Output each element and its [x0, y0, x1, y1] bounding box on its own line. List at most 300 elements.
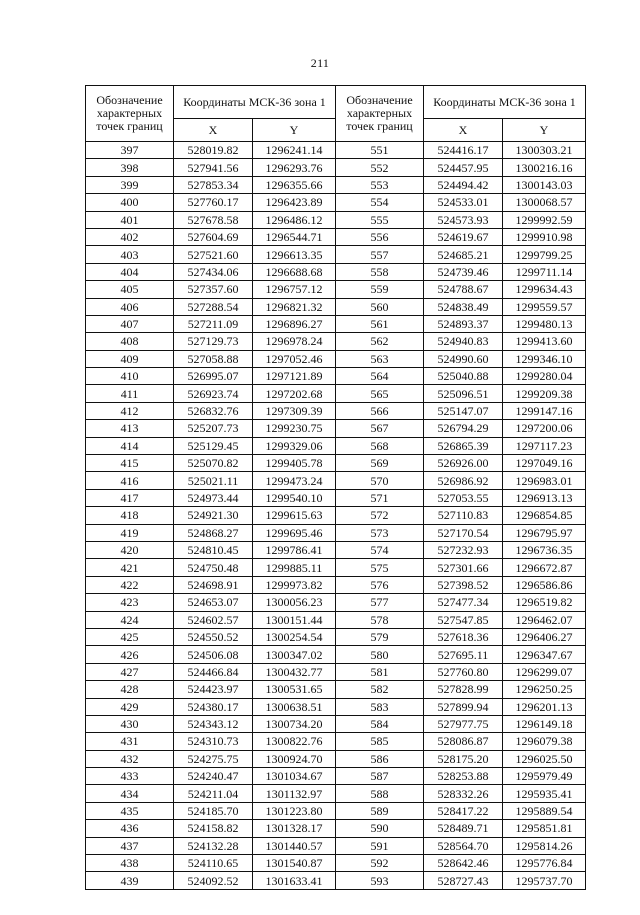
table-row: [86, 715, 586, 732]
x-coordinate-right: 528086.87: [424, 733, 503, 750]
table-row: [86, 142, 586, 159]
point-number-left: 429: [86, 698, 174, 715]
point-number-right: 560: [336, 298, 424, 315]
x-coordinate-right: 524893.37: [424, 315, 503, 332]
point-number-right: 571: [336, 489, 424, 506]
y-coordinate-right: 1300143.03: [503, 176, 586, 193]
point-number-right: 577: [336, 594, 424, 611]
x-coordinate-left: 525207.73: [174, 420, 253, 437]
x-coordinate-left: 528019.82: [174, 142, 253, 159]
table-row: [86, 350, 586, 367]
x-coordinate-left: 527760.17: [174, 194, 253, 211]
point-number-right: 562: [336, 333, 424, 350]
y-coordinate-left: 1297309.39: [253, 402, 336, 419]
y-coordinate-left: 1301132.97: [253, 785, 336, 802]
y-coordinate-right: 1296201.13: [503, 698, 586, 715]
y-coordinate-right: 1299209.38: [503, 385, 586, 402]
point-number-right: 589: [336, 802, 424, 819]
table-row: [86, 663, 586, 680]
table-row: [86, 524, 586, 541]
x-coordinate-right: 527547.85: [424, 611, 503, 628]
point-designation-header-left: Обозначение характерных точек границ: [86, 86, 174, 142]
y-coordinate-right: 1299634.43: [503, 281, 586, 298]
point-number-right: 555: [336, 211, 424, 228]
y-coordinate-left: 1299695.46: [253, 524, 336, 541]
table-row: [86, 646, 586, 663]
point-number-left: 422: [86, 576, 174, 593]
y-coordinate-left: 1299230.75: [253, 420, 336, 437]
x-coordinate-right: 524533.01: [424, 194, 503, 211]
x-coordinate-left: 524698.91: [174, 576, 253, 593]
x-coordinate-right: 528253.88: [424, 768, 503, 785]
y-coordinate-right: 1296462.07: [503, 611, 586, 628]
y-coordinate-left: 1301034.67: [253, 768, 336, 785]
x-coordinate-left: 524810.45: [174, 541, 253, 558]
y-coordinate-left: 1300734.20: [253, 715, 336, 732]
point-number-right: 573: [336, 524, 424, 541]
table-row: [86, 489, 586, 506]
x-coordinate-left: 524506.08: [174, 646, 253, 663]
x-coordinate-right: 526926.00: [424, 455, 503, 472]
point-number-right: 561: [336, 315, 424, 332]
point-number-left: 428: [86, 681, 174, 698]
table-row: [86, 455, 586, 472]
x-coordinate-right: 526794.29: [424, 420, 503, 437]
y-coordinate-right: 1300303.21: [503, 142, 586, 159]
point-number-right: 559: [336, 281, 424, 298]
x-coordinate-left: 526832.76: [174, 402, 253, 419]
x-coordinate-right: 524838.49: [424, 298, 503, 315]
y-coordinate-right: 1296519.82: [503, 594, 586, 611]
point-number-right: 591: [336, 837, 424, 854]
y-coordinate-left: 1300056.23: [253, 594, 336, 611]
y-coordinate-right: 1296854.85: [503, 507, 586, 524]
y-coordinate-left: 1296757.12: [253, 281, 336, 298]
y-coordinate-left: 1299786.41: [253, 541, 336, 558]
y-coordinate-right: 1295737.70: [503, 872, 586, 889]
point-number-left: 404: [86, 263, 174, 280]
point-number-left: 426: [86, 646, 174, 663]
y-coordinate-right: 1296672.87: [503, 559, 586, 576]
y-coordinate-right: 1297117.23: [503, 437, 586, 454]
x-coordinate-left: 525021.11: [174, 472, 253, 489]
point-number-left: 400: [86, 194, 174, 211]
point-number-right: 570: [336, 472, 424, 489]
y-coordinate-left: 1299615.63: [253, 507, 336, 524]
point-number-right: 592: [336, 855, 424, 872]
point-number-left: 427: [86, 663, 174, 680]
point-number-left: 401: [86, 211, 174, 228]
x-coordinate-left: 527853.34: [174, 176, 253, 193]
x-coordinate-right: 528332.26: [424, 785, 503, 802]
y-coordinate-right: 1296406.27: [503, 628, 586, 645]
table-row: [86, 263, 586, 280]
x-coordinate-left: 525070.82: [174, 455, 253, 472]
table-row: [86, 315, 586, 332]
y-coordinate-right: 1296079.38: [503, 733, 586, 750]
y-coordinate-left: 1299473.24: [253, 472, 336, 489]
y-coordinate-right: 1299711.14: [503, 263, 586, 280]
x-coordinate-right: 525096.51: [424, 385, 503, 402]
y-coordinate-left: 1300822.76: [253, 733, 336, 750]
x-coordinate-right: 527899.94: [424, 698, 503, 715]
point-number-right: 551: [336, 142, 424, 159]
table-row: [86, 246, 586, 263]
y-coordinate-right: 1296149.18: [503, 715, 586, 732]
x-coordinate-left: 527357.60: [174, 281, 253, 298]
x-coordinate-right: 524990.60: [424, 350, 503, 367]
y-coordinate-right: 1299559.57: [503, 298, 586, 315]
table-row: [86, 837, 586, 854]
table-row: [86, 802, 586, 819]
point-number-right: 554: [336, 194, 424, 211]
point-number-right: 569: [336, 455, 424, 472]
coordinates-table: [85, 85, 586, 890]
y-coordinate-right: 1299413.60: [503, 333, 586, 350]
point-number-left: 409: [86, 350, 174, 367]
x-coordinate-right: 524788.67: [424, 281, 503, 298]
point-number-right: 572: [336, 507, 424, 524]
point-number-left: 424: [86, 611, 174, 628]
table-row: [86, 228, 586, 245]
table-row: [86, 750, 586, 767]
coordinates-table-body: [86, 142, 586, 890]
table-row: [86, 298, 586, 315]
y-coordinate-left: 1299540.10: [253, 489, 336, 506]
point-number-right: 588: [336, 785, 424, 802]
y-coordinate-left: 1296821.32: [253, 298, 336, 315]
y-coordinate-left: 1296423.89: [253, 194, 336, 211]
table-row: [86, 820, 586, 837]
y-coordinate-right: 1299799.25: [503, 246, 586, 263]
x-coordinate-right: 527760.80: [424, 663, 503, 680]
table-row: [86, 402, 586, 419]
y-coordinate-right: 1299280.04: [503, 368, 586, 385]
y-coordinate-right: 1296250.25: [503, 681, 586, 698]
x-coordinate-left: 527941.56: [174, 159, 253, 176]
x-coordinate-right: 524739.46: [424, 263, 503, 280]
x-coordinate-right: 528642.46: [424, 855, 503, 872]
table-row: [86, 194, 586, 211]
y-coordinate-left: 1300151.44: [253, 611, 336, 628]
x-coordinate-right: 525147.07: [424, 402, 503, 419]
point-number-left: 411: [86, 385, 174, 402]
point-number-left: 434: [86, 785, 174, 802]
coordinates-header-left: Координаты МСК-36 зона 1: [174, 86, 336, 119]
x-coordinate-right: 526986.92: [424, 472, 503, 489]
x-coordinate-right: 524940.83: [424, 333, 503, 350]
y-coordinate-left: 1301633.41: [253, 872, 336, 889]
point-number-left: 417: [86, 489, 174, 506]
y-coordinate-right: 1295814.26: [503, 837, 586, 854]
point-number-right: 566: [336, 402, 424, 419]
point-number-right: 558: [336, 263, 424, 280]
x-coordinate-right: 528489.71: [424, 820, 503, 837]
y-coordinate-left: 1299885.11: [253, 559, 336, 576]
x-coordinate-left: 527211.09: [174, 315, 253, 332]
point-number-left: 407: [86, 315, 174, 332]
point-number-left: 420: [86, 541, 174, 558]
x-coordinate-left: 526923.74: [174, 385, 253, 402]
y-coordinate-left: 1296486.12: [253, 211, 336, 228]
y-coordinate-right: 1295889.54: [503, 802, 586, 819]
x-coordinate-left: 527521.60: [174, 246, 253, 263]
y-coordinate-left: 1296688.68: [253, 263, 336, 280]
point-number-right: 556: [336, 228, 424, 245]
x-coordinate-left: 524275.75: [174, 750, 253, 767]
y-column-header-right: Y: [503, 119, 586, 142]
x-coordinate-left: 524158.82: [174, 820, 253, 837]
x-coordinate-right: 527977.75: [424, 715, 503, 732]
table-row: [86, 559, 586, 576]
table-row: [86, 628, 586, 645]
table-row: [86, 785, 586, 802]
point-number-left: 438: [86, 855, 174, 872]
table-row: [86, 472, 586, 489]
table-row: [86, 541, 586, 558]
y-coordinate-right: 1296025.50: [503, 750, 586, 767]
table-row: [86, 176, 586, 193]
x-coordinate-left: 524343.12: [174, 715, 253, 732]
x-coordinate-right: 527170.54: [424, 524, 503, 541]
point-number-left: 397: [86, 142, 174, 159]
x-coordinate-left: 524921.30: [174, 507, 253, 524]
x-coordinate-left: 524423.97: [174, 681, 253, 698]
point-number-left: 408: [86, 333, 174, 350]
coordinates-header-right: Координаты МСК-36 зона 1: [424, 86, 586, 119]
point-number-left: 418: [86, 507, 174, 524]
point-number-right: 578: [336, 611, 424, 628]
x-coordinate-left: 524380.17: [174, 698, 253, 715]
x-coordinate-left: 527058.88: [174, 350, 253, 367]
point-number-right: 557: [336, 246, 424, 263]
y-coordinate-right: 1296736.35: [503, 541, 586, 558]
x-coordinate-left: 527288.54: [174, 298, 253, 315]
y-coordinate-right: 1300068.57: [503, 194, 586, 211]
x-coordinate-right: 524573.93: [424, 211, 503, 228]
point-number-left: 423: [86, 594, 174, 611]
y-coordinate-right: 1296586.86: [503, 576, 586, 593]
x-coordinate-right: 527398.52: [424, 576, 503, 593]
y-coordinate-right: 1299992.59: [503, 211, 586, 228]
table-row: [86, 159, 586, 176]
point-number-right: 593: [336, 872, 424, 889]
y-coordinate-left: 1297202.68: [253, 385, 336, 402]
point-number-right: 584: [336, 715, 424, 732]
x-coordinate-right: 524619.67: [424, 228, 503, 245]
table-row: [86, 768, 586, 785]
point-designation-header-right: Обозначение характерных точек границ: [336, 86, 424, 142]
point-number-right: 581: [336, 663, 424, 680]
y-coordinate-left: 1296978.24: [253, 333, 336, 350]
point-number-left: 419: [86, 524, 174, 541]
point-number-left: 399: [86, 176, 174, 193]
y-coordinate-left: 1300924.70: [253, 750, 336, 767]
y-coordinate-left: 1297052.46: [253, 350, 336, 367]
x-coordinate-right: 528727.43: [424, 872, 503, 889]
point-number-left: 436: [86, 820, 174, 837]
point-number-left: 430: [86, 715, 174, 732]
y-coordinate-right: 1295776.84: [503, 855, 586, 872]
x-coordinate-right: 527828.99: [424, 681, 503, 698]
point-number-right: 568: [336, 437, 424, 454]
point-number-left: 403: [86, 246, 174, 263]
y-coordinate-right: 1296795.97: [503, 524, 586, 541]
point-number-left: 435: [86, 802, 174, 819]
point-number-right: 565: [336, 385, 424, 402]
y-coordinate-right: 1296299.07: [503, 663, 586, 680]
x-coordinate-right: 528175.20: [424, 750, 503, 767]
y-coordinate-left: 1301328.17: [253, 820, 336, 837]
table-row: [86, 420, 586, 437]
x-coordinate-left: 524211.04: [174, 785, 253, 802]
table-row: [86, 855, 586, 872]
x-coordinate-left: 524973.44: [174, 489, 253, 506]
point-number-right: 585: [336, 733, 424, 750]
y-coordinate-right: 1296913.13: [503, 489, 586, 506]
x-coordinate-left: 524653.07: [174, 594, 253, 611]
point-number-right: 587: [336, 768, 424, 785]
y-coordinate-left: 1296355.66: [253, 176, 336, 193]
table-row: [86, 576, 586, 593]
table-row: [86, 594, 586, 611]
point-number-left: 414: [86, 437, 174, 454]
x-coordinate-left: 524132.28: [174, 837, 253, 854]
page-number: 211: [310, 56, 330, 70]
x-coordinate-left: 525129.45: [174, 437, 253, 454]
y-coordinate-right: 1295851.81: [503, 820, 586, 837]
point-number-right: 567: [336, 420, 424, 437]
x-coordinate-left: 524550.52: [174, 628, 253, 645]
point-number-left: 398: [86, 159, 174, 176]
x-coordinate-left: 527129.73: [174, 333, 253, 350]
x-coordinate-right: 527618.36: [424, 628, 503, 645]
x-coordinate-left: 524240.47: [174, 768, 253, 785]
y-coordinate-left: 1301540.87: [253, 855, 336, 872]
y-coordinate-left: 1299405.78: [253, 455, 336, 472]
point-number-left: 410: [86, 368, 174, 385]
point-number-right: 580: [336, 646, 424, 663]
y-coordinate-left: 1300347.02: [253, 646, 336, 663]
y-coordinate-left: 1296613.35: [253, 246, 336, 263]
y-coordinate-left: 1301223.80: [253, 802, 336, 819]
point-number-right: 564: [336, 368, 424, 385]
table-row: [86, 611, 586, 628]
x-coordinate-right: 527477.34: [424, 594, 503, 611]
y-coordinate-left: 1301440.57: [253, 837, 336, 854]
x-coordinate-left: 524185.70: [174, 802, 253, 819]
point-number-left: 416: [86, 472, 174, 489]
y-coordinate-right: 1296983.01: [503, 472, 586, 489]
x-coordinate-right: 526865.39: [424, 437, 503, 454]
point-number-left: 433: [86, 768, 174, 785]
y-coordinate-right: 1295935.41: [503, 785, 586, 802]
point-number-right: 586: [336, 750, 424, 767]
point-number-right: 582: [336, 681, 424, 698]
y-column-header-left: Y: [253, 119, 336, 142]
x-coordinate-left: 527604.69: [174, 228, 253, 245]
point-number-left: 406: [86, 298, 174, 315]
x-coordinate-left: 524602.57: [174, 611, 253, 628]
point-number-right: 553: [336, 176, 424, 193]
y-coordinate-left: 1300531.65: [253, 681, 336, 698]
table-row: [86, 681, 586, 698]
y-coordinate-left: 1299329.06: [253, 437, 336, 454]
y-coordinate-right: 1297200.06: [503, 420, 586, 437]
x-coordinate-left: 526995.07: [174, 368, 253, 385]
y-coordinate-left: 1297121.89: [253, 368, 336, 385]
table-row: [86, 333, 586, 350]
point-number-left: 402: [86, 228, 174, 245]
point-number-right: 590: [336, 820, 424, 837]
x-coordinate-right: 527053.55: [424, 489, 503, 506]
x-coordinate-right: 527695.11: [424, 646, 503, 663]
x-coordinate-right: 528564.70: [424, 837, 503, 854]
point-number-right: 583: [336, 698, 424, 715]
table-row: [86, 281, 586, 298]
point-number-left: 412: [86, 402, 174, 419]
x-coordinate-left: 524750.48: [174, 559, 253, 576]
x-coordinate-left: 524110.65: [174, 855, 253, 872]
x-column-header-right: X: [424, 119, 503, 142]
point-number-right: 579: [336, 628, 424, 645]
x-coordinate-left: 527678.58: [174, 211, 253, 228]
x-coordinate-right: 528417.22: [424, 802, 503, 819]
y-coordinate-right: 1299480.13: [503, 315, 586, 332]
point-number-right: 574: [336, 541, 424, 558]
point-number-right: 575: [336, 559, 424, 576]
y-coordinate-left: 1296896.27: [253, 315, 336, 332]
table-row: [86, 507, 586, 524]
table-row: [86, 872, 586, 889]
y-coordinate-right: 1297049.16: [503, 455, 586, 472]
y-coordinate-right: 1299346.10: [503, 350, 586, 367]
point-number-right: 576: [336, 576, 424, 593]
x-coordinate-right: 524457.95: [424, 159, 503, 176]
point-number-left: 432: [86, 750, 174, 767]
y-coordinate-right: 1299910.98: [503, 228, 586, 245]
point-number-left: 415: [86, 455, 174, 472]
x-coordinate-left: 524868.27: [174, 524, 253, 541]
table-row: [86, 368, 586, 385]
table-row: [86, 385, 586, 402]
x-coordinate-right: 525040.88: [424, 368, 503, 385]
point-number-right: 552: [336, 159, 424, 176]
point-number-left: 421: [86, 559, 174, 576]
y-coordinate-left: 1296293.76: [253, 159, 336, 176]
y-coordinate-left: 1296544.71: [253, 228, 336, 245]
y-coordinate-right: 1296347.67: [503, 646, 586, 663]
x-coordinate-left: 524092.52: [174, 872, 253, 889]
point-number-left: 425: [86, 628, 174, 645]
table-row: [86, 437, 586, 454]
x-coordinate-right: 527232.93: [424, 541, 503, 558]
y-coordinate-right: 1300216.16: [503, 159, 586, 176]
x-column-header-left: X: [174, 119, 253, 142]
x-coordinate-right: 527110.83: [424, 507, 503, 524]
x-coordinate-left: 527434.06: [174, 263, 253, 280]
x-coordinate-left: 524466.84: [174, 663, 253, 680]
table-row: [86, 698, 586, 715]
point-number-left: 439: [86, 872, 174, 889]
x-coordinate-right: 524416.17: [424, 142, 503, 159]
y-coordinate-left: 1300638.51: [253, 698, 336, 715]
point-number-left: 405: [86, 281, 174, 298]
y-coordinate-right: 1295979.49: [503, 768, 586, 785]
y-coordinate-left: 1300254.54: [253, 628, 336, 645]
table-row: [86, 211, 586, 228]
x-coordinate-right: 524685.21: [424, 246, 503, 263]
